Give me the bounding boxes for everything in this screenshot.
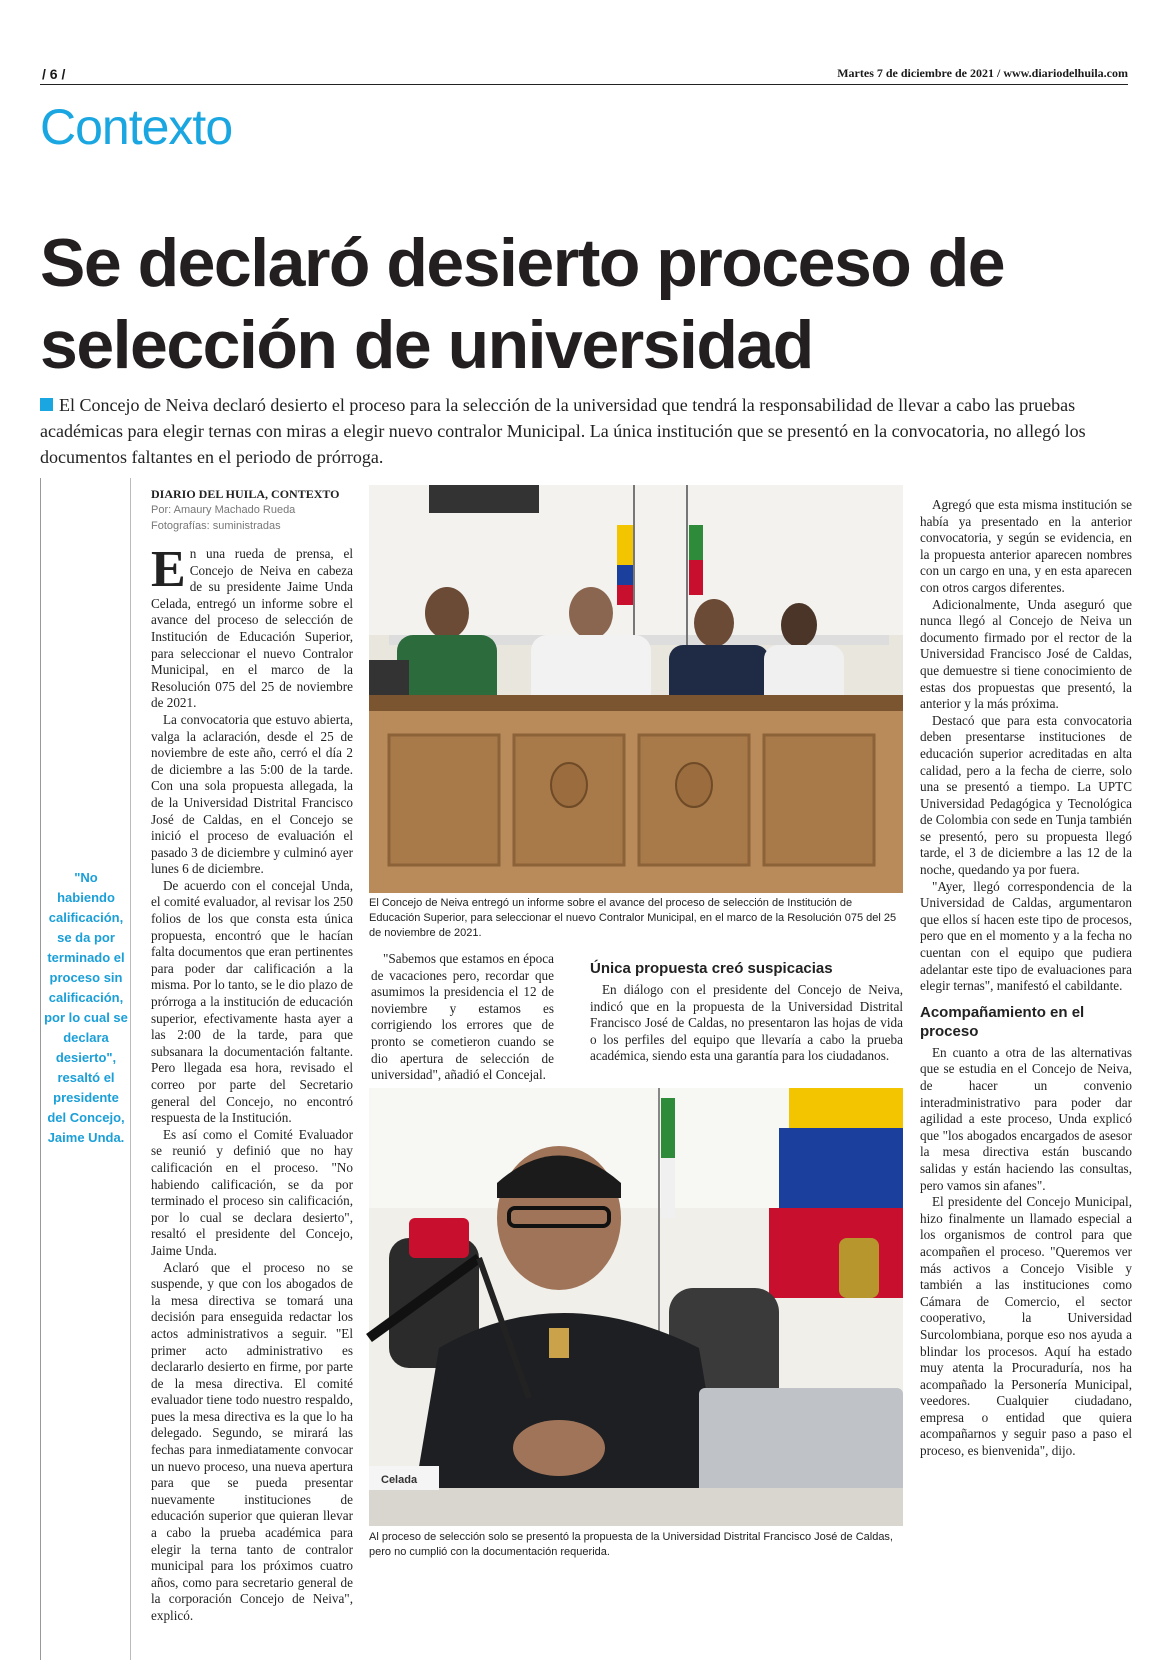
pull-quote: "No habiendo calificación, se da por terminado el proceso sin calificación, por lo cual se declara desierto", resaltó el presidente del Concejo, Jaime Unda. <box>44 870 128 1145</box>
article-column-1 <box>151 541 353 1640</box>
paragraph: En diálogo con el presidente del Concejo de Neiva, indicó que en la propuesta de la Universidad Distrital Francisco José de Caldas, no presentaron las hojas de vida o los perfiles del equipo que llevaría a cabo la prueba académica, siendo esta una garantía para los ciudadanos. <box>590 982 903 1064</box>
column-rule <box>130 478 131 1660</box>
page-number: / 6 / <box>42 66 66 82</box>
paragraph: El presidente del Concejo Municipal, hizo finalmente un llamado especial a los organismos de control para que acompañen el proceso. "Queremos ver más activos a Concejo Visible y también a las instituciones como Cámara de Comercio, el sector cooperativo, la Universidad Surcolombiana, porque eso nos ayuda a blindar los procesos. Aquí ha estado muy atenta la Procuraduría, nos ha acompañado la Personería Municipal, veedores. Cualquier ciudadano, empresa o entidad que quiera acompañarnos y seguir paso a paso el proceso, es bienvenida", dijo. <box>920 1194 1132 1459</box>
drop-cap: E <box>151 541 186 598</box>
date-and-site: Martes 7 de diciembre de 2021 / www.diariodelhuila.com <box>837 66 1128 80</box>
byline-photos: Fotografías: suministradas <box>151 520 281 532</box>
lead-text: El Concejo de Neiva declaró desierto el proceso para la selección de la universidad que tendrá la responsabilidad de llevar a cabo las pruebas académicas para elegir ternas con miras a elegir nuevo contralor Municipal. La única institución que se presentó en la convocatoria, no allegó los documentos faltantes en el periodo de prórroga. <box>40 395 1086 467</box>
photo-caption: Al proceso de selección solo se presentó la propuesta de la Universidad Distrital Francisco José de Caldas, pero no cumplió con la documentación requerida. <box>369 1531 893 1558</box>
paragraph: Es así como el Comité Evaluador se reunió y definió que no hay calificación en el proceso. "No habiendo calificación, se da por terminado el proceso sin calificación, por lo cual se declara desierto", resaltó el presidente del Concejo, Jaime Unda. <box>151 1126 353 1258</box>
header-rule <box>40 84 1128 85</box>
paragraph: Adicionalmente, Unda aseguró que nunca llegó al Concejo de Neiva un documento firmado por el rector de la Universidad Francisco José de Caldas, que demuestre si tiene conocimiento de estas dos propuestas que presentó, la anterior y la más próxima. <box>920 596 1132 712</box>
article-column-3 <box>590 951 903 1066</box>
byline-author: Por: Amaury Machado Rueda <box>151 504 296 516</box>
headline: Se declaró desierto proceso de selección de universidad <box>40 225 1005 383</box>
paragraph: En una rueda de prensa, el Concejo de Neiva en cabeza de su presidente Jaime Unda Celada, entregó un informe sobre el avance del proceso de selección de Institución de Educación Superior, para seleccionar el nuevo Contralor Municipal, en el marco de la Resolución 075 del 25 de noviembre de 2021. <box>151 541 353 711</box>
paragraph: Destacó que para esta convocatoria deben presentarse instituciones de educación superior acreditadas en alta calidad, pero a la fecha de cierre, solo una se presentó a tiempo. La UPTC Universidad Pedagógica y Tecnológica de Colombia con sede en Tunja también se presentó, pero su propuesta llegó tarde, el 3 de diciembre a las 12 de la noche, quedando ya por fuera. <box>920 712 1132 878</box>
section-title: Contexto <box>40 99 233 155</box>
byline <box>151 487 361 534</box>
byline-org: DIARIO DEL HUILA, CONTEXTO <box>151 487 340 501</box>
photo-caption: El Concejo de Neiva entregó un informe sobre el avance del proceso de selección de Institución de Educación Superior, para seleccionar el nuevo Contralor Municipal, en el marco de la Resolución 075 del 25 de noviembre de 2021. <box>369 897 897 939</box>
paragraph: "Sabemos que estamos en época de vacaciones pero, recordar que asumimos la presidencia el 12 de noviembre y estamos es corrigiendo los errores que de pronto se cometieron cuando se dio apertura de selección de universidad", añadió el Concejal. <box>371 951 554 1083</box>
paragraph: La convocatoria que estuvo abierta, valga la aclaración, desde el 25 de noviembre de este año, cerró el día 2 de diciembre a las 5:00 de la tarde. Con una sola propuesta allegada, la de la Universidad Distrital Francisco José de Caldas, en el Concejo se inició el proceso de evaluación el pasado 3 de diciembre y culminó ayer lunes 6 de diciembre. <box>151 711 353 877</box>
paragraph: Aclaró que el proceso no se suspende, y que con los abogados de la mesa directiva se tomará una decisión para enseguida redactar los actos administrativos a seguir. "El primer acto administrativo es declararlo desierto en firme, por parte de la mesa directiva. El comité evaluador tiene todo nuestro respaldo, pues la mesa directiva es la que lo ha delegado. Segundo, se mirará las fechas para inmediatamente convocar un nuevo proceso, una nueva apertura para que se pueda presentar nuevamente instituciones de educación superior que quieran llevar a cabo la prueba académica para elegir la terna tanto de contralor municipal para los próximos cuatro años, como para secretario general de la corporación Concejo de Neiva", explicó. <box>151 1259 353 1623</box>
paragraph: "Ayer, llegó correspondencia de la Universidad de Caldas, argumentaron que ellos sí hacen este tipo de procesos, pero que en el momento y a la fecha no cuentan con el equipo que pudiera adelantar este tipo de evaluaciones para elegir ternas", manifestó el cabildante. <box>920 878 1132 994</box>
council-session-photo <box>369 485 903 893</box>
lead-paragraph <box>40 392 1132 470</box>
paragraph: De acuerdo con el concejal Unda, el comité evaluador, al revisar los 250 folios de los que consta esta única propuesta, encontró que le hacían falta documentos que eran pertinentes para poder dar calificación a la misma. Por lo tanto, se le dio plazo de prórroga a la institución de educación superior, efectivamente hasta ayer a las 2:00 de la tarde, para que subsanara la documentación faltante. Pero llegada esa hora, revisado el correo por parte del Secretario general del Concejo, no encontró respuesta de la Institución. <box>151 877 353 1126</box>
paragraph: Agregó que esta misma institución se había ya presentado en la anterior convocatoria, y según se evidencia, en la propuesta anterior aparecen nombres con un cargo en una, y en esta aparecen con otros cargos diferentes. <box>920 497 1132 595</box>
article-column-2 <box>371 951 554 1083</box>
article-column-4 <box>920 497 1132 1460</box>
nameplate-text: Celada <box>381 1474 418 1486</box>
square-bullet-icon <box>40 398 53 411</box>
subheading: Acompañamiento en el proceso <box>920 1003 1085 1040</box>
paragraph: En cuanto a otra de las alternativas que se estudia en el Concejo de Neiva, de hacer un convenio interadministrativo para poder dar agilidad a este proceso, Unda explicó que "los abogados encargados de asesor la mesa directiva están buscando salidas y están haciendo las consultas, pero vamos sin afanes". <box>920 1044 1132 1193</box>
subheading: Única propuesta creó suspicacias <box>590 960 833 977</box>
council-president-photo <box>369 1088 903 1526</box>
column-rule <box>40 478 41 1660</box>
